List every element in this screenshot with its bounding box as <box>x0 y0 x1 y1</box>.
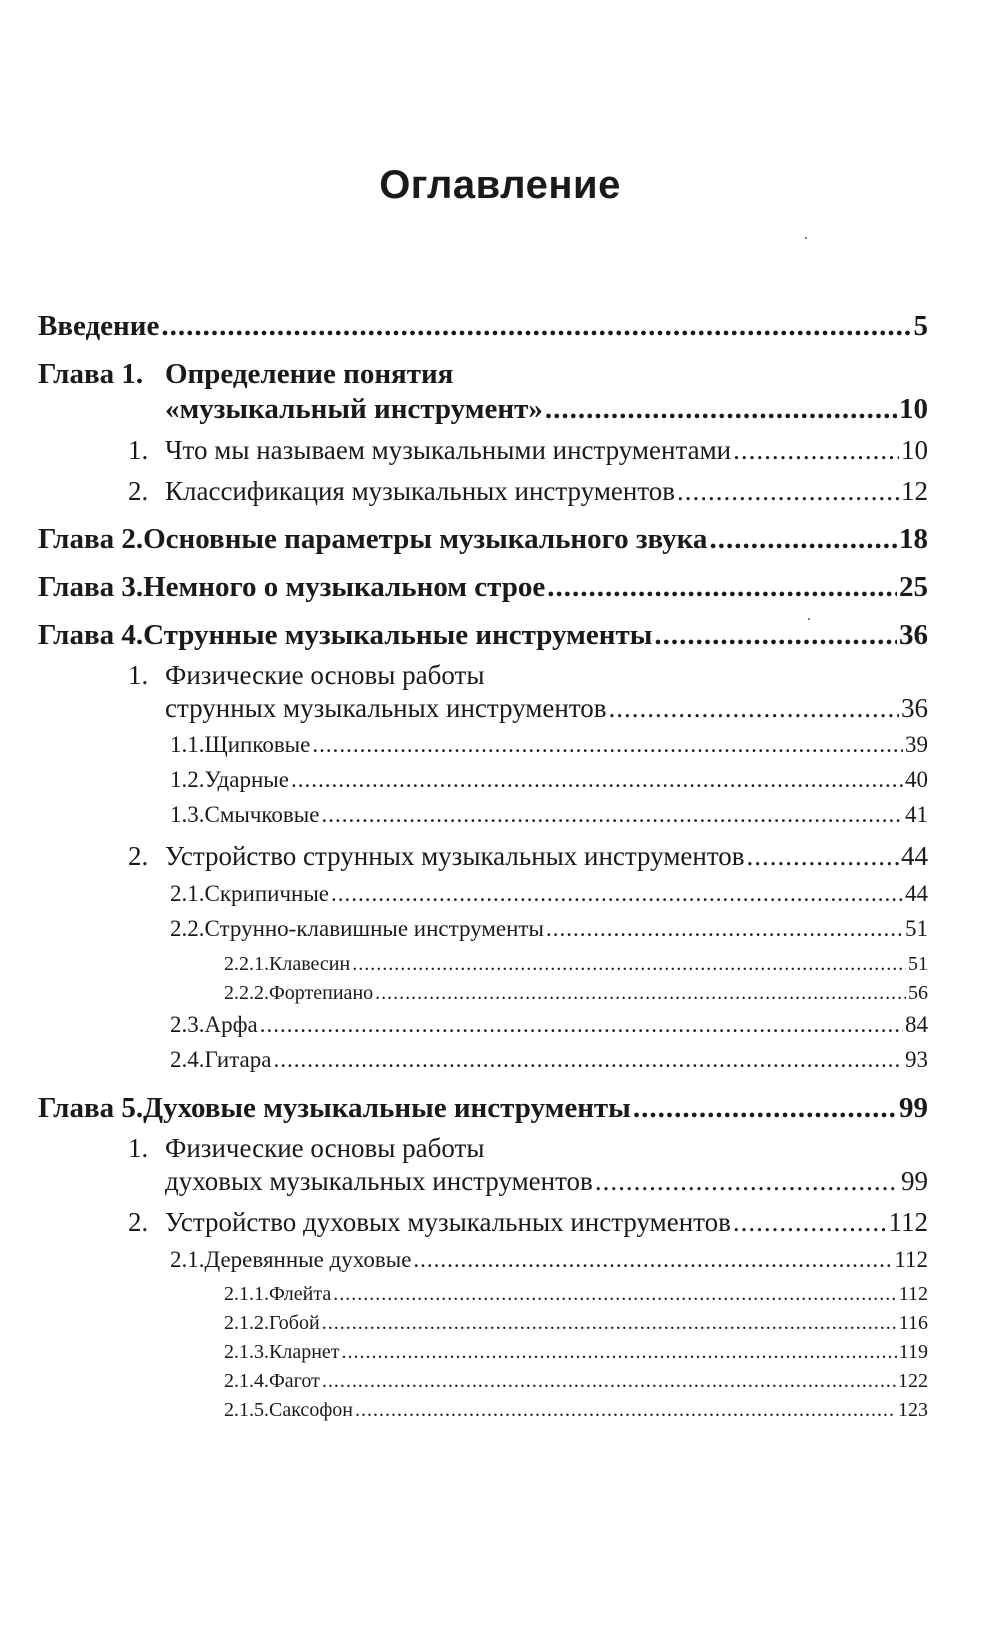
toc-number: 1.2. <box>170 767 205 792</box>
toc-label: Определение понятия <box>165 358 454 390</box>
toc-entry-4-1-2[interactable] <box>170 767 928 793</box>
toc-number: Глава 4. <box>38 619 144 651</box>
toc-page: 119 <box>898 1341 928 1363</box>
toc-page: 123 <box>898 1399 928 1421</box>
toc-page: 112 <box>894 1247 928 1272</box>
toc-number: 2.1.1. <box>224 1283 269 1305</box>
toc-entry-4-2-4[interactable] <box>170 1047 928 1073</box>
toc-page: 5 <box>913 310 928 342</box>
toc-page: 10 <box>899 393 928 425</box>
toc-entry-chapter-1-cont[interactable] <box>165 393 928 426</box>
toc-label: Духовые музыкальные инструменты <box>143 1092 631 1124</box>
toc-number: 2.3. <box>170 1012 205 1037</box>
toc-number: 1. <box>128 1133 149 1163</box>
toc-page: 18 <box>899 523 928 555</box>
toc-label: Основные параметры музыкального звука <box>143 523 708 555</box>
toc-label: «музыкальный инструмент» <box>165 393 543 425</box>
toc-page: 112 <box>898 1283 928 1305</box>
toc-entry-chapter-1[interactable] <box>38 358 928 391</box>
toc-number: 2.1.3. <box>224 1341 269 1363</box>
toc-entry-1-1[interactable] <box>128 435 928 466</box>
toc-number: 2.1.4. <box>224 1370 269 1392</box>
toc-label: Устройство струнных музыкальных инструментов <box>165 841 745 871</box>
toc-page: 56 <box>908 982 928 1004</box>
dot-leader <box>331 881 903 907</box>
toc-number: 2. <box>128 841 149 871</box>
dot-leader <box>733 435 899 466</box>
toc-number: 2. <box>128 476 149 506</box>
toc-label: Смычковые <box>204 802 320 827</box>
toc-label: Саксофон <box>269 1399 353 1421</box>
toc-number: 1.1. <box>170 732 205 757</box>
toc-number: 2.1.5. <box>224 1399 269 1421</box>
toc-page: 112 <box>888 1207 928 1237</box>
toc-label: Флейта <box>269 1283 332 1305</box>
toc-label: Физические основы работы <box>165 660 485 690</box>
toc-label: Фортепиано <box>269 982 374 1004</box>
toc-page: 36 <box>899 619 928 651</box>
toc-page: 51 <box>905 916 928 941</box>
scan-speck <box>805 237 807 239</box>
dot-leader <box>375 982 906 1005</box>
toc-label: Струнно-клавишные инструменты <box>204 916 544 941</box>
dot-leader <box>709 523 897 556</box>
toc-entry-chapter-4[interactable] <box>38 619 928 652</box>
toc-label: Клавесин <box>269 953 351 975</box>
dot-leader <box>352 953 906 976</box>
toc-entry-chapter-2[interactable] <box>38 523 928 556</box>
toc-page: 40 <box>905 767 928 792</box>
toc-page: 36 <box>901 693 928 723</box>
scan-speck <box>808 618 810 620</box>
toc-label: Кларнет <box>269 1341 340 1363</box>
toc-page: 44 <box>905 881 928 906</box>
toc-entry-5-2-1-5[interactable] <box>224 1399 928 1422</box>
dot-leader <box>333 1283 897 1306</box>
toc-entry-5-2-1[interactable] <box>170 1247 928 1273</box>
toc-label: Физические основы работы <box>165 1133 485 1163</box>
toc-number: 2.2.2. <box>224 982 269 1004</box>
toc-number: 2. <box>128 1207 149 1237</box>
toc-entry-4-1-cont[interactable] <box>165 693 928 724</box>
dot-leader <box>546 916 903 942</box>
dot-leader <box>547 571 897 604</box>
dot-leader <box>545 393 897 426</box>
toc-entry-intro[interactable] <box>38 310 928 343</box>
toc-entry-4-2-2-2[interactable] <box>224 982 928 1005</box>
toc-entry-5-2-1-4[interactable] <box>224 1370 928 1393</box>
toc-page: 99 <box>899 1092 928 1124</box>
toc-label: Арфа <box>204 1012 258 1037</box>
dot-leader <box>273 1047 903 1073</box>
dot-leader <box>609 693 899 724</box>
toc-label: Фагот <box>269 1370 320 1392</box>
toc-page: 116 <box>898 1312 928 1334</box>
dot-leader <box>322 1370 896 1393</box>
toc-page: 51 <box>908 953 928 975</box>
toc-number: Глава 5. <box>38 1092 144 1124</box>
toc-entry-chapter-3[interactable] <box>38 571 928 604</box>
toc-entry-5-1[interactable] <box>128 1133 928 1164</box>
page-title: Оглавление <box>379 163 621 207</box>
toc-page: 12 <box>901 476 928 506</box>
dot-leader <box>654 619 897 652</box>
dot-leader <box>633 1092 897 1125</box>
toc-entry-4-2-2[interactable] <box>170 916 928 942</box>
toc-page: 25 <box>899 571 928 603</box>
dot-leader <box>733 1207 887 1238</box>
toc-label: Гитара <box>204 1047 272 1072</box>
toc-label: Ударные <box>204 767 289 792</box>
toc-label: Введение <box>38 310 160 342</box>
toc-number: 1. <box>128 435 149 465</box>
toc-entry-4-2[interactable] <box>128 841 928 872</box>
toc-page: 122 <box>898 1370 928 1392</box>
toc-entry-4-1-1[interactable] <box>170 732 928 758</box>
toc-label: Деревянные духовые <box>204 1247 412 1272</box>
toc-entry-5-1-cont[interactable] <box>165 1166 928 1197</box>
toc-page: 10 <box>901 435 928 465</box>
toc-page: 44 <box>901 841 928 871</box>
toc-page: 41 <box>905 802 928 827</box>
toc-number: 2.2. <box>170 916 205 941</box>
dot-leader <box>291 767 903 793</box>
toc-label: Струнные музыкальные инструменты <box>143 619 653 651</box>
toc-label: Немного о музыкальном строе <box>143 571 546 603</box>
toc-label: духовых музыкальных инструментов <box>165 1166 593 1196</box>
toc-entry-5-2-1-2[interactable] <box>224 1312 928 1335</box>
toc-entry-4-1[interactable] <box>128 660 928 691</box>
toc-number: Глава 1. <box>38 358 144 390</box>
dot-leader <box>342 1341 897 1364</box>
dot-leader <box>677 476 899 507</box>
toc-entry-4-1-3[interactable] <box>170 802 928 828</box>
toc-label: Гобой <box>269 1312 320 1334</box>
toc-label: Что мы называем музыкальными инструментами <box>165 435 732 465</box>
toc-number: 1. <box>128 660 149 690</box>
toc-number: 2.2.1. <box>224 953 269 975</box>
toc-page: 99 <box>901 1166 928 1196</box>
toc-number: 1.3. <box>170 802 205 827</box>
toc-label: Скрипичные <box>204 881 329 906</box>
toc-page: 84 <box>905 1012 928 1037</box>
dot-leader <box>595 1166 899 1197</box>
toc-entry-5-2-1-3[interactable] <box>224 1341 928 1364</box>
dot-leader <box>161 310 911 343</box>
toc-page: 39 <box>905 732 928 757</box>
toc-number: Глава 2. <box>38 523 144 555</box>
toc-number: 2.1.2. <box>224 1312 269 1334</box>
toc-page: 93 <box>905 1047 928 1072</box>
dot-leader <box>413 1247 892 1273</box>
toc-label: Устройство духовых музыкальных инструментов <box>165 1207 731 1237</box>
dot-leader <box>747 841 899 872</box>
toc-entry-4-2-3[interactable] <box>170 1012 928 1038</box>
toc-label: струнных музыкальных инструментов <box>165 693 607 723</box>
toc-number: Глава 3. <box>38 571 144 603</box>
toc-label: Щипковые <box>204 732 311 757</box>
toc-entry-5-2-1-1[interactable] <box>224 1283 928 1306</box>
dot-leader <box>322 1312 897 1335</box>
dot-leader <box>312 732 903 758</box>
toc-entry-1-2[interactable] <box>128 476 928 507</box>
dot-leader <box>321 802 903 828</box>
toc-entry-5-2[interactable] <box>128 1207 928 1238</box>
dot-leader <box>355 1399 896 1422</box>
toc-entry-chapter-5[interactable] <box>38 1092 928 1125</box>
toc-entry-4-2-1[interactable] <box>170 881 928 907</box>
dot-leader <box>260 1012 903 1038</box>
toc-number: 2.1. <box>170 1247 205 1272</box>
toc-number: 2.4. <box>170 1047 205 1072</box>
toc-label: Классификация музыкальных инструментов <box>165 476 676 506</box>
toc-entry-4-2-2-1[interactable] <box>224 953 928 976</box>
toc-number: 2.1. <box>170 881 205 906</box>
